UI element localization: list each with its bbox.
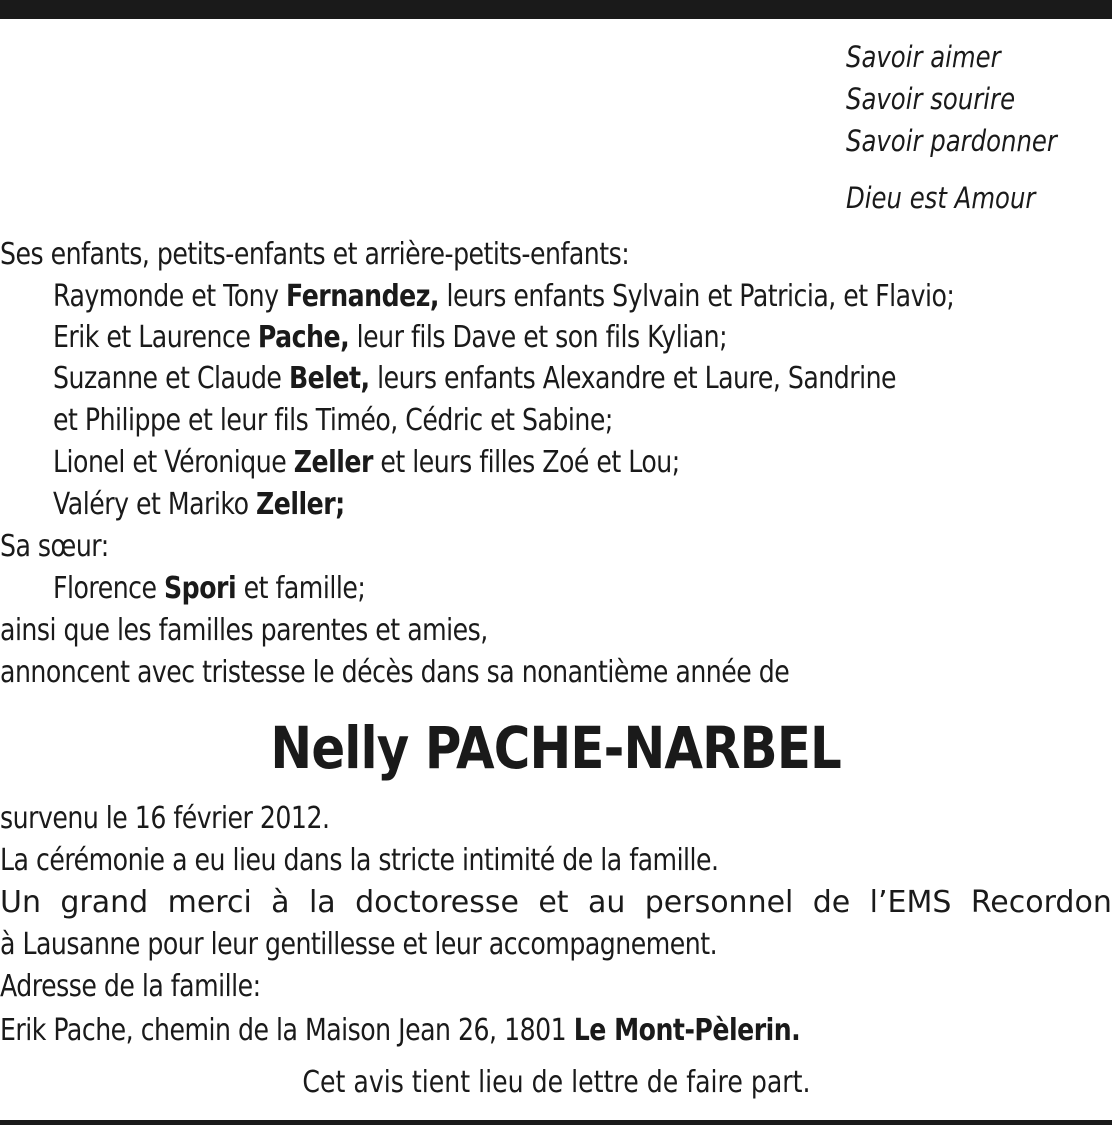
thanks-line-2: à Lausanne pour leur gentillesse et leur accompagnement. <box>0 927 718 962</box>
announce-line: annoncent avec tristesse le décès dans sa nonantième année de <box>0 655 790 690</box>
bottom-border <box>0 1120 1112 1125</box>
family-surname: Spori <box>164 571 237 606</box>
poem-line-4: Dieu est Amour <box>846 181 1036 215</box>
sister-intro: Sa sœur: <box>0 529 109 564</box>
thanks-line-1 <box>0 882 1112 924</box>
deceased-name: Nelly PACHE-NARBEL <box>270 714 842 782</box>
address-place: Le Mont-Pèlerin. <box>573 1013 801 1048</box>
sister-line: Florence Spori et famille; <box>53 571 366 606</box>
death-date: survenu le 16 février 2012. <box>0 801 330 836</box>
family-line-4: et Philippe et leur fils Timéo, Cédric et Sabine; <box>53 403 613 438</box>
address-line: Erik Pache, chemin de la Maison Jean 26, 1801 Le Mont-Pèlerin. <box>0 1013 801 1048</box>
poem-line-2: Savoir sourire <box>846 82 1016 116</box>
thanks-word: doctoresse <box>355 885 519 920</box>
family-line-3: Suzanne et Claude Belet, leurs enfants Alexandre et Laure, Sandrine <box>53 361 897 396</box>
thanks-word: la <box>308 885 336 920</box>
thanks-word: grand <box>60 885 149 920</box>
family-line-5: Lionel et Véronique Zeller et leurs filles Zoé et Lou; <box>53 445 680 480</box>
family-line-2: Erik et Laurence Pache, leur fils Dave et son fils Kylian; <box>53 320 728 355</box>
thanks-word: de <box>812 885 851 920</box>
family-line-1: Raymonde et Tony Fernandez, leurs enfants Sylvain et Patricia, et Flavio; <box>53 279 955 314</box>
family-intro: Ses enfants, petits-enfants et arrière-petits-enfants: <box>0 237 630 272</box>
thanks-word: Un <box>0 885 41 920</box>
thanks-word: l’EMS <box>869 885 952 920</box>
family-line-6: Valéry et Mariko Zeller; <box>53 487 345 522</box>
family-surname: Zeller <box>293 445 373 480</box>
family-surname: Fernandez, <box>286 279 439 314</box>
thanks-word: au <box>587 885 626 920</box>
family-surname: Zeller; <box>256 487 345 522</box>
thanks-word: personnel <box>644 885 794 920</box>
address-label: Adresse de la famille: <box>0 969 261 1004</box>
ceremony-line: La cérémonie a eu lieu dans la stricte intimité de la famille. <box>0 843 719 878</box>
thanks-word: et <box>538 885 569 920</box>
family-surname: Belet, <box>288 361 370 396</box>
family-surname: Pache, <box>257 320 350 355</box>
thanks-word: Recordon <box>970 885 1112 920</box>
thanks-word: à <box>271 885 290 920</box>
thanks-word: merci <box>167 885 252 920</box>
poem-line-1: Savoir aimer <box>846 40 1001 74</box>
poem-line-3: Savoir pardonner <box>846 124 1057 158</box>
footer-note: Cet avis tient lieu de lettre de faire part. <box>301 1065 811 1100</box>
others-line: ainsi que les familles parentes et amies, <box>0 613 488 648</box>
top-border <box>0 0 1112 19</box>
